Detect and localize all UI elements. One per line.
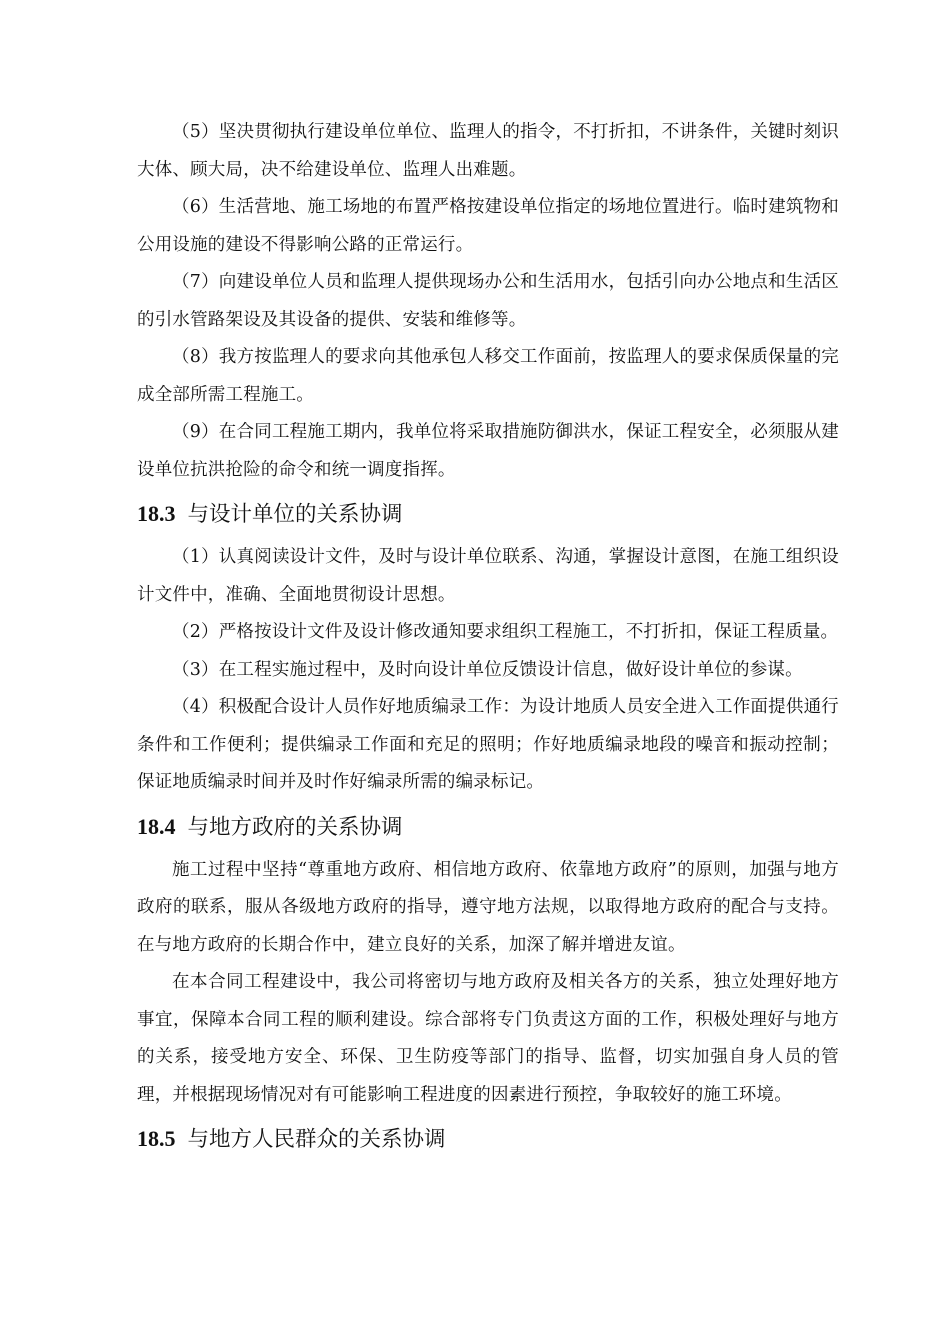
item-9: （9）在合同工程施工期内，我单位将采取措施防御洪水，保证工程安全，必须服从建设单位抗洪抢险的命令和统一调度指挥。 [137, 422, 839, 480]
section-heading-18-3 [137, 489, 839, 539]
section-number: 18.3 [137, 501, 176, 526]
section-title: 与地方人民群众的关系协调 [187, 1127, 446, 1152]
section-heading-18-5 [137, 1114, 839, 1164]
item-6: （6）生活营地、施工场地的布置严格按建设单位指定的场地位置进行。临时建筑物和公用设施的建设不得影响公路的正常运行。 [137, 197, 839, 255]
document-page [137, 114, 839, 1164]
item-5: （5）坚决贯彻执行建设单位单位、监理人的指令，不打折扣，不讲条件，关键时刻识大体、顾大局，决不给建设单位、监理人出难题。 [137, 122, 839, 180]
design-item-3: （3）在工程实施过程中，及时向设计单位反馈设计信息，做好设计单位的参谋。 [172, 659, 803, 680]
section-heading-18-4 [137, 802, 839, 852]
government-paragraph-2: 在本合同工程建设中，我公司将密切与地方政府及相关各方的关系，独立处理好地方事宜，保障本合同工程的顺利建设。综合部将专门负责这方面的工作，积极处理好与地方的关系，接受地方安全、环保、卫生防疫等部门的指导、监督，切实加强自身人员的管理，并根据现场情况对有可能影响工程进度的因素进行预控，争取较好的施工环境。 [137, 972, 839, 1105]
section-title: 与地方政府的关系协调 [187, 814, 403, 840]
section-number: 18.5 [137, 1126, 176, 1151]
design-item-1: （1）认真阅读设计文件，及时与设计单位联系、沟通，掌握设计意图，在施工组织设计文件中，准确、全面地贯彻设计思想。 [137, 547, 839, 605]
item-7: （7）向建设单位人员和监理人提供现场办公和生活用水，包括引向办公地点和生活区的引水管路架设及其设备的提供、安装和维修等。 [137, 272, 839, 330]
government-paragraph-1: 施工过程中坚持“尊重地方政府、相信地方政府、依靠地方政府”的原则，加强与地方政府的联系，服从各级地方政府的指导，遵守地方法规，以取得地方政府的配合与支持。在与地方政府的长期合作中，建立良好的关系，加深了解并增进友谊。 [137, 859, 839, 955]
item-8: （8）我方按监理人的要求向其他承包人移交工作面前，按监理人的要求保质保量的完成全部所需工程施工。 [137, 347, 839, 405]
section-number: 18.4 [137, 813, 176, 839]
design-item-4: （4）积极配合设计人员作好地质编录工作：为设计地质人员安全进入工作面提供通行条件和工作便利；提供编录工作面和充足的照明；作好地质编录地段的噪音和振动控制；保证地质编录时间并及时作好编录所需的编录标记。 [137, 697, 839, 792]
design-item-2: （2）严格按设计文件及设计修改通知要求组织工程施工，不打折扣，保证工程质量。 [172, 622, 839, 642]
section-title: 与设计单位的关系协调 [187, 502, 403, 527]
